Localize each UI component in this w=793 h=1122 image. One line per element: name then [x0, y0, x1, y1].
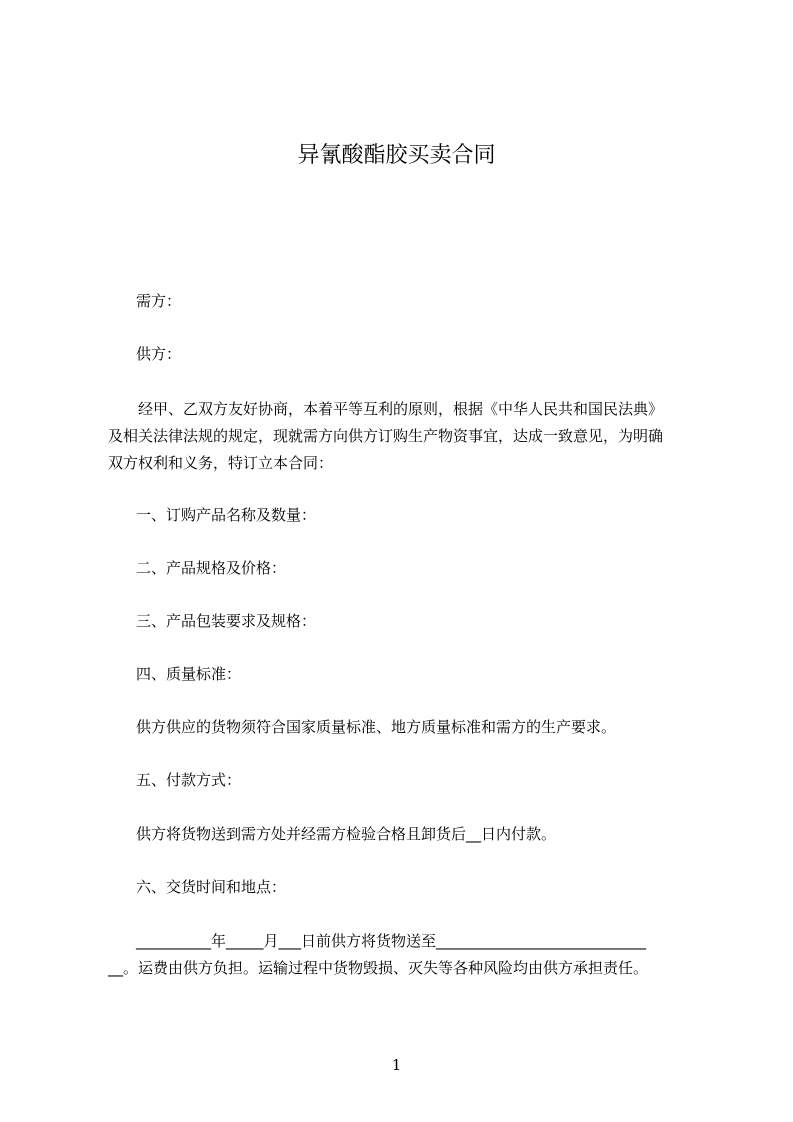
- delivery-line: __________年_____月___日前供方将货物送至____________________________: [136, 932, 647, 950]
- section-heading: 三、产品包装要求及规格：: [136, 612, 317, 630]
- section-heading: 四、质量标准：: [136, 665, 242, 683]
- page-number: 1: [391, 1056, 402, 1074]
- section-heading: 二、产品规格及价格：: [136, 559, 287, 577]
- payment-text: 供方将货物送到需方处并经需方检验合格且卸货后__日内付款。: [136, 825, 557, 843]
- delivery-line: __。运费由供方负担。运输过程中货物毁损、灭失等各种风险均由供方承担责任。: [108, 959, 649, 977]
- buyer-label: 需方：: [136, 292, 182, 310]
- section-heading: 五、付款方式：: [136, 771, 242, 789]
- intro-line: 双方权利和义务，特订立本合同：: [108, 454, 334, 472]
- delivery-paragraph: [108, 928, 698, 982]
- intro-line: 及相关法律法规的规定，现就需方向供方订购生产物资事宜，达成一致意见，为明确: [108, 427, 664, 445]
- intro-line: 经甲、乙双方友好协商，本着平等互利的原则，根据《中华人民共和国民法典》: [108, 400, 664, 418]
- section-heading: 一、订购产品名称及数量：: [136, 506, 317, 524]
- supplier-label: 供方：: [136, 345, 182, 363]
- contract-title: 异氰酸酯胶买卖合同: [297, 143, 496, 168]
- section-heading: 六、交货时间和地点：: [136, 878, 287, 896]
- quality-text: 供方供应的货物须符合国家质量标准、地方质量标准和需方的生产要求。: [136, 718, 617, 736]
- intro-paragraph: [108, 396, 708, 477]
